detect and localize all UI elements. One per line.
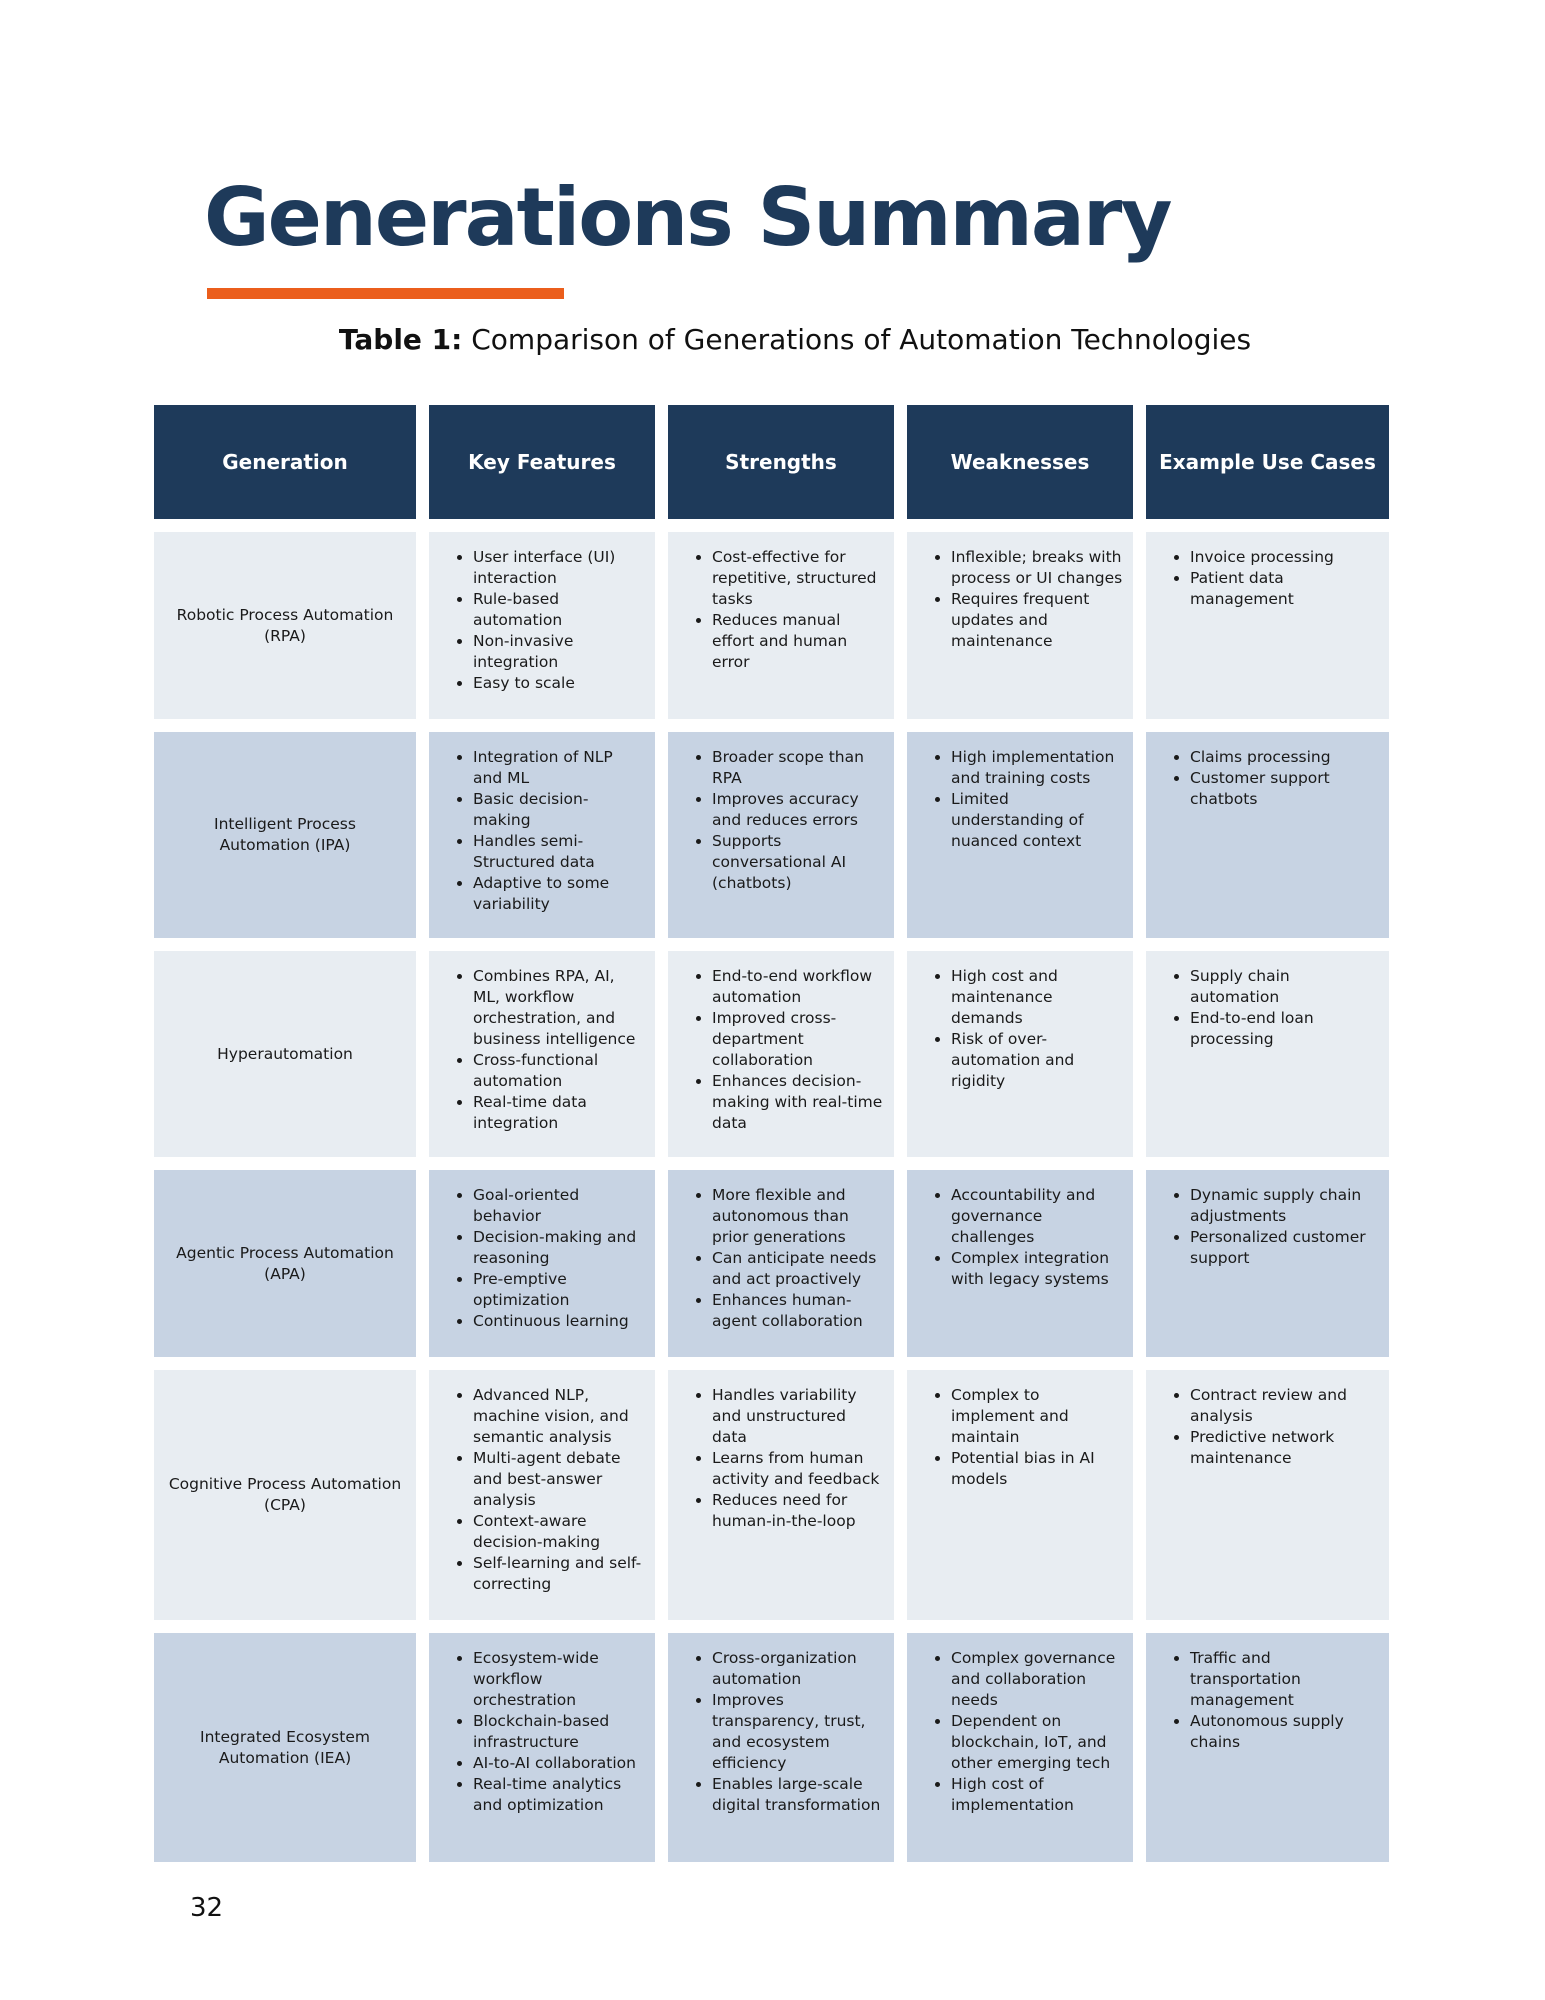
list-item: • Potential bias in AI models bbox=[951, 1448, 1123, 1490]
list-item: • Complex integration with legacy systems bbox=[951, 1248, 1123, 1290]
list-item: • Cost-effective for repetitive, structured tasks bbox=[712, 547, 884, 610]
key-features-cell bbox=[429, 1170, 655, 1357]
bullet-list bbox=[443, 1648, 645, 1816]
list-item: • Enables large-scale digital transformation bbox=[712, 1774, 884, 1816]
header-weaknesses: Weaknesses bbox=[907, 405, 1133, 519]
list-item: • Can anticipate needs and act proactively bbox=[712, 1248, 884, 1290]
list-item: • Improves accuracy and reduces errors bbox=[712, 789, 884, 831]
bullet-list bbox=[682, 747, 884, 894]
generation-cell: Integrated Ecosystem Automation (IEA) bbox=[154, 1633, 416, 1862]
list-item: • Ecosystem-wide workflow orchestration bbox=[473, 1648, 645, 1711]
header-generation: Generation bbox=[154, 405, 416, 519]
list-item: • Rule-based automation bbox=[473, 589, 645, 631]
use-cases-cell bbox=[1146, 732, 1389, 938]
strengths-cell bbox=[668, 532, 894, 719]
bullet-list bbox=[1160, 747, 1379, 810]
list-item: • Real-time data integration bbox=[473, 1092, 645, 1134]
use-cases-cell bbox=[1146, 532, 1389, 719]
bullet-list bbox=[921, 1385, 1123, 1490]
header-strengths: Strengths bbox=[668, 405, 894, 519]
list-item: • Integration of NLP and ML bbox=[473, 747, 645, 789]
weaknesses-cell bbox=[907, 1633, 1133, 1862]
list-item: • Autonomous supply chains bbox=[1190, 1711, 1379, 1753]
list-item: • Improves transparency, trust, and ecosystem efficiency bbox=[712, 1690, 884, 1774]
bullet-list bbox=[443, 1185, 645, 1332]
bullet-list bbox=[921, 1648, 1123, 1816]
list-item: • Risk of over-automation and rigidity bbox=[951, 1029, 1123, 1092]
list-item: • Adaptive to some variability bbox=[473, 873, 645, 915]
generation-cell: Hyperautomation bbox=[154, 951, 416, 1157]
list-item: • End-to-end workflow automation bbox=[712, 966, 884, 1008]
list-item: • Self-learning and self-correcting bbox=[473, 1553, 645, 1595]
list-item: • Learns from human activity and feedback bbox=[712, 1448, 884, 1490]
bullet-list bbox=[1160, 966, 1379, 1050]
generation-cell: Agentic Process Automation (APA) bbox=[154, 1170, 416, 1357]
bullet-list bbox=[921, 547, 1123, 652]
bullet-list bbox=[443, 1385, 645, 1595]
weaknesses-cell bbox=[907, 732, 1133, 938]
list-item: • Traffic and transportation management bbox=[1190, 1648, 1379, 1711]
caption-label: Table 1: bbox=[338, 323, 463, 356]
bullet-list bbox=[682, 966, 884, 1134]
list-item: • Combines RPA, AI, ML, workflow orchestration, and business intelligence bbox=[473, 966, 645, 1050]
list-item: • High cost and maintenance demands bbox=[951, 966, 1123, 1029]
generation-cell: Robotic Process Automation (RPA) bbox=[154, 532, 416, 719]
list-item: • Basic decision-making bbox=[473, 789, 645, 831]
list-item: • Customer support chatbots bbox=[1190, 768, 1379, 810]
bullet-list bbox=[682, 1385, 884, 1532]
key-features-cell bbox=[429, 951, 655, 1157]
list-item: • Easy to scale bbox=[473, 673, 645, 694]
list-item: • Limited understanding of nuanced context bbox=[951, 789, 1123, 852]
list-item: • Improved cross-department collaboration bbox=[712, 1008, 884, 1071]
comparison-table bbox=[154, 405, 1389, 1862]
list-item: • Cross-functional automation bbox=[473, 1050, 645, 1092]
key-features-cell bbox=[429, 732, 655, 938]
use-cases-cell bbox=[1146, 1633, 1389, 1862]
list-item: • Inflexible; breaks with process or UI changes bbox=[951, 547, 1123, 589]
list-item: • Supply chain automation bbox=[1190, 966, 1379, 1008]
page-number: 32 bbox=[190, 1893, 224, 1923]
list-item: • Context-aware decision-making bbox=[473, 1511, 645, 1553]
list-item: • Continuous learning bbox=[473, 1311, 645, 1332]
bullet-list bbox=[921, 747, 1123, 852]
list-item: • Claims processing bbox=[1190, 747, 1379, 768]
list-item: • Advanced NLP, machine vision, and semantic analysis bbox=[473, 1385, 645, 1448]
list-item: • Non-invasive integration bbox=[473, 631, 645, 673]
list-item: • Broader scope than RPA bbox=[712, 747, 884, 789]
title-underline bbox=[207, 288, 564, 299]
list-item: • Handles semi-Structured data bbox=[473, 831, 645, 873]
list-item: • Handles variability and unstructured data bbox=[712, 1385, 884, 1448]
key-features-cell bbox=[429, 532, 655, 719]
list-item: • Reduces need for human-in-the-loop bbox=[712, 1490, 884, 1532]
weaknesses-cell bbox=[907, 1170, 1133, 1357]
header-key-features: Key Features bbox=[429, 405, 655, 519]
weaknesses-cell bbox=[907, 951, 1133, 1157]
list-item: • Blockchain-based infrastructure bbox=[473, 1711, 645, 1753]
use-cases-cell bbox=[1146, 1170, 1389, 1357]
list-item: • Requires frequent updates and maintenance bbox=[951, 589, 1123, 652]
strengths-cell bbox=[668, 1370, 894, 1620]
bullet-list bbox=[682, 547, 884, 673]
key-features-cell bbox=[429, 1633, 655, 1862]
list-item: • More flexible and autonomous than prior generations bbox=[712, 1185, 884, 1248]
generation-cell: Intelligent Process Automation (IPA) bbox=[154, 732, 416, 938]
bullet-list bbox=[443, 966, 645, 1134]
bullet-list bbox=[1160, 1385, 1379, 1469]
bullet-list bbox=[682, 1648, 884, 1816]
bullet-list bbox=[1160, 1648, 1379, 1753]
generation-cell: Cognitive Process Automation (CPA) bbox=[154, 1370, 416, 1620]
list-item: • Decision-making and reasoning bbox=[473, 1227, 645, 1269]
use-cases-cell bbox=[1146, 951, 1389, 1157]
use-cases-cell bbox=[1146, 1370, 1389, 1620]
list-item: • Patient data management bbox=[1190, 568, 1379, 610]
list-item: • Real-time analytics and optimization bbox=[473, 1774, 645, 1816]
list-item: • Reduces manual effort and human error bbox=[712, 610, 884, 673]
strengths-cell bbox=[668, 1633, 894, 1862]
list-item: • Personalized customer support bbox=[1190, 1227, 1379, 1269]
header-use-cases: Example Use Cases bbox=[1146, 405, 1389, 519]
list-item: • AI-to-AI collaboration bbox=[473, 1753, 645, 1774]
caption-text: Comparison of Generations of Automation Technologies bbox=[462, 323, 1252, 356]
bullet-list bbox=[921, 1185, 1123, 1290]
strengths-cell bbox=[668, 732, 894, 938]
list-item: • Complex to implement and maintain bbox=[951, 1385, 1123, 1448]
list-item: • End-to-end loan processing bbox=[1190, 1008, 1379, 1050]
strengths-cell bbox=[668, 1170, 894, 1357]
bullet-list bbox=[1160, 1185, 1379, 1269]
list-item: • Complex governance and collaboration needs bbox=[951, 1648, 1123, 1711]
list-item: • User interface (UI) interaction bbox=[473, 547, 645, 589]
table-caption bbox=[0, 318, 1545, 362]
list-item: • Dynamic supply chain adjustments bbox=[1190, 1185, 1379, 1227]
list-item: • Enhances human-agent collaboration bbox=[712, 1290, 884, 1332]
bullet-list bbox=[443, 747, 645, 915]
bullet-list bbox=[682, 1185, 884, 1332]
list-item: • Enhances decision-making with real-time data bbox=[712, 1071, 884, 1134]
list-item: • Predictive network maintenance bbox=[1190, 1427, 1379, 1469]
list-item: • High cost of implementation bbox=[951, 1774, 1123, 1816]
list-item: • Accountability and governance challenges bbox=[951, 1185, 1123, 1248]
list-item: • Invoice processing bbox=[1190, 547, 1379, 568]
list-item: • High implementation and training costs bbox=[951, 747, 1123, 789]
bullet-list bbox=[443, 547, 645, 694]
page-title: Generations Summary bbox=[204, 171, 1171, 264]
list-item: • Dependent on blockchain, IoT, and other emerging tech bbox=[951, 1711, 1123, 1774]
weaknesses-cell bbox=[907, 1370, 1133, 1620]
bullet-list bbox=[921, 966, 1123, 1092]
list-item: • Goal-oriented behavior bbox=[473, 1185, 645, 1227]
strengths-cell bbox=[668, 951, 894, 1157]
list-item: • Cross-organization automation bbox=[712, 1648, 884, 1690]
list-item: • Supports conversational AI (chatbots) bbox=[712, 831, 884, 894]
list-item: • Pre-emptive optimization bbox=[473, 1269, 645, 1311]
weaknesses-cell bbox=[907, 532, 1133, 719]
key-features-cell bbox=[429, 1370, 655, 1620]
list-item: • Contract review and analysis bbox=[1190, 1385, 1379, 1427]
list-item: • Multi-agent debate and best-answer analysis bbox=[473, 1448, 645, 1511]
bullet-list bbox=[1160, 547, 1379, 610]
